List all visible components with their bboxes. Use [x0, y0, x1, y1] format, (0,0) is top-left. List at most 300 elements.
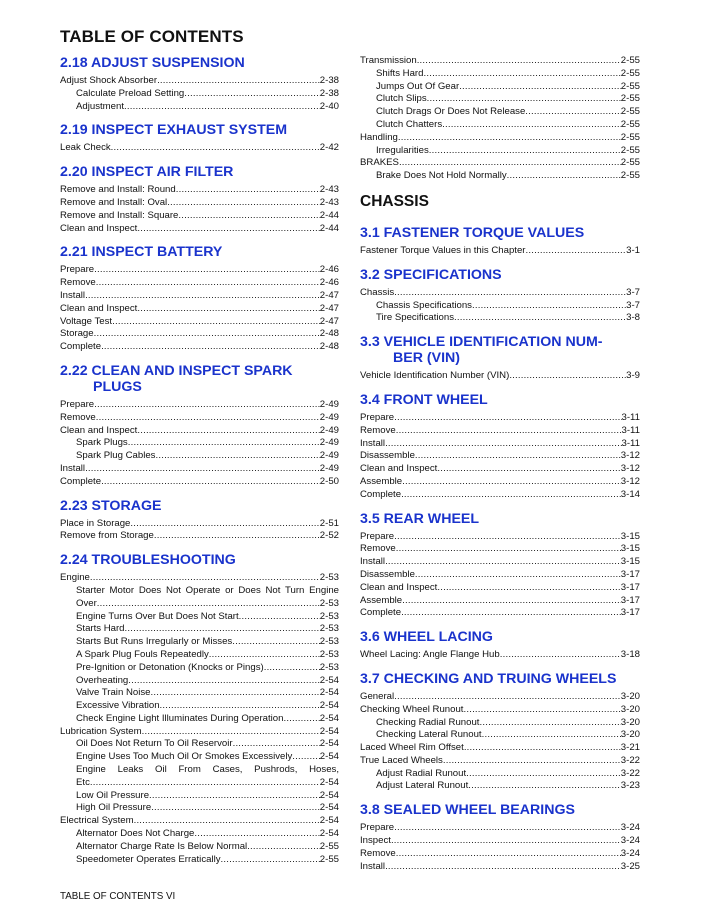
toc-entry-page: 3-24 [620, 847, 640, 859]
toc-entry-label: Remove [360, 847, 396, 859]
toc-entry-page: 2-54 [319, 674, 339, 686]
toc-entry[interactable] [360, 556, 640, 569]
toc-entry[interactable] [60, 636, 339, 649]
toc-entry[interactable] [360, 463, 640, 476]
toc-entry[interactable] [360, 425, 640, 438]
dot-leader [94, 399, 320, 412]
dot-leader [468, 780, 621, 793]
dot-leader [167, 197, 320, 210]
toc-entry-label: Remove from Storage [60, 530, 154, 542]
dot-leader [90, 572, 320, 585]
dot-leader [111, 142, 320, 155]
toc-entry-page: 2-51 [319, 517, 339, 529]
toc-entry[interactable] [360, 691, 640, 704]
toc-entry[interactable] [360, 822, 640, 835]
dot-leader [232, 636, 320, 649]
toc-entry-label: Remove [360, 424, 396, 436]
dot-leader [437, 582, 620, 595]
toc-entry-page: 2-48 [319, 341, 339, 353]
toc-entry[interactable] [60, 142, 339, 155]
toc-entry[interactable] [60, 341, 339, 354]
section-heading-3-2-specifications[interactable] [360, 267, 640, 283]
toc-entry-page: 2-38 [319, 87, 339, 99]
dot-leader [415, 450, 621, 463]
dot-leader [385, 861, 621, 874]
toc-entry[interactable] [360, 704, 640, 717]
toc-entry-page: 2-49 [319, 437, 339, 449]
toc-entry-label: Checking Wheel Runout [360, 703, 464, 715]
toc-entry-page: 2-43 [319, 196, 339, 208]
toc-entry[interactable] [60, 399, 339, 412]
toc-entry-label: Place in Storage [60, 517, 131, 529]
toc-entry[interactable] [60, 751, 339, 764]
toc-entry[interactable] [60, 738, 339, 751]
toc-entry[interactable] [60, 611, 339, 624]
section-heading-3-4-front-wheel[interactable] [360, 392, 640, 408]
toc-entry[interactable] [60, 530, 339, 543]
toc-entry-page: 3-17 [620, 607, 640, 619]
toc-entry-label: Starts Hard [76, 623, 125, 635]
toc-entry-page: 2-53 [319, 636, 339, 648]
toc-entry-page: 3-17 [620, 568, 640, 580]
section-heading-3-1-fastener-torque-values[interactable] [360, 225, 640, 241]
toc-entry-label: Clean and Inspect [60, 424, 138, 436]
toc-entry-label: Alternator Does Not Charge [76, 828, 195, 840]
toc-entry[interactable] [360, 68, 640, 81]
toc-entry[interactable] [60, 75, 339, 88]
toc-entry-label: Jumps Out Of Gear [376, 80, 460, 92]
toc-entry[interactable] [360, 106, 640, 119]
dot-leader [401, 489, 621, 502]
toc-entry[interactable] [60, 777, 339, 790]
toc-entry-label: Install [360, 437, 386, 449]
toc-entry-label: Clean and Inspect [60, 222, 138, 234]
section-heading-text: 2.19 INSPECT EXHAUST SYSTEM [60, 122, 288, 139]
toc-entry[interactable] [60, 623, 339, 636]
dot-leader [459, 81, 621, 94]
toc-entry-page: 2-53 [319, 572, 339, 584]
dot-leader [402, 595, 621, 608]
dot-leader [396, 848, 621, 861]
toc-entry-page: 3-11 [621, 437, 640, 449]
dot-leader [423, 68, 620, 81]
toc-entry-label: Pre-Ignition or Detonation (Knocks or Pings) [76, 661, 264, 673]
toc-entry-label: A Spark Plug Fouls Repeatedly [76, 648, 209, 660]
toc-entry[interactable] [360, 649, 640, 662]
toc-entry-label: Check Engine Light Illuminates During Operation [76, 712, 284, 724]
dot-leader [96, 277, 320, 290]
toc-entry-page: 3-20 [620, 729, 640, 741]
toc-entry-page: 3-15 [620, 543, 640, 555]
toc-entry-label: Clutch Slips [376, 93, 427, 105]
dot-leader [137, 223, 319, 236]
toc-entry[interactable] [60, 290, 339, 303]
toc-entry[interactable] [60, 802, 339, 815]
toc-entry-label: Excessive Vibration [76, 700, 160, 712]
dot-leader [160, 700, 320, 713]
toc-entry[interactable] [360, 81, 640, 94]
toc-entry[interactable] [60, 675, 339, 688]
toc-entry[interactable] [60, 700, 339, 713]
toc-entry-label: Prepare [360, 822, 395, 834]
section-heading-text: 2.20 INSPECT AIR FILTER [60, 164, 234, 181]
toc-entry[interactable] [360, 755, 640, 768]
toc-entry[interactable] [60, 598, 339, 611]
toc-entry-label: Remove [60, 277, 96, 289]
toc-entry-page: 3-1 [626, 244, 640, 256]
toc-entry[interactable] [60, 764, 339, 777]
dot-leader [507, 170, 621, 183]
dot-leader [194, 828, 319, 841]
toc-entry-label: True Laced Wheels [360, 754, 443, 766]
dot-leader [394, 531, 621, 544]
toc-entry[interactable] [360, 145, 640, 158]
toc-entry[interactable] [60, 210, 339, 223]
toc-entry[interactable] [360, 768, 640, 781]
dot-leader [176, 184, 320, 197]
toc-entry[interactable] [60, 828, 339, 841]
dot-leader [101, 341, 320, 354]
section-heading-text: 3.6 WHEEL LACING [360, 629, 493, 646]
section-heading-3-3-vehicle-identification-num[interactable] [360, 334, 640, 366]
toc-entry-page: 2-43 [319, 184, 339, 196]
section-heading-3-7-checking-and-truing-wheels[interactable] [360, 671, 640, 687]
dot-leader [247, 841, 320, 854]
toc-entry[interactable] [360, 848, 640, 861]
toc-entry[interactable] [360, 607, 640, 620]
toc-entry[interactable] [60, 412, 339, 425]
toc-entry-label: Install [60, 289, 86, 301]
dot-leader [264, 662, 320, 675]
section-heading-2-22-clean-and-inspect-spark[interactable] [60, 363, 339, 395]
toc-entry[interactable] [60, 88, 339, 101]
toc-entry-page: 2-55 [620, 93, 640, 105]
section-heading-2-18-adjust-suspension[interactable] [60, 55, 339, 71]
dot-leader [125, 623, 320, 636]
toc-entry-page: 3-12 [620, 450, 640, 462]
section-heading-text: 3.7 CHECKING AND TRUING WHEELS [360, 670, 617, 687]
toc-entry-label: Install [360, 556, 386, 568]
toc-entry-label: Complete [360, 607, 402, 619]
dot-leader [464, 742, 621, 755]
toc-entry[interactable] [60, 476, 339, 489]
toc-entry[interactable] [360, 582, 640, 595]
toc-entry[interactable] [360, 543, 640, 556]
toc-entry[interactable] [60, 726, 339, 739]
toc-entry[interactable] [60, 713, 339, 726]
toc-entry-label: Laced Wheel Rim Offset [360, 742, 464, 754]
dot-leader [137, 303, 319, 316]
toc-entry-page: 2-55 [620, 131, 640, 143]
toc-entry-page: 2-54 [319, 815, 339, 827]
toc-entry-label: Remove [60, 411, 96, 423]
toc-entry-page: 3-8 [626, 312, 640, 324]
toc-entry[interactable] [60, 649, 339, 662]
toc-entry-label: Irregularities [376, 144, 429, 156]
toc-entry[interactable] [360, 717, 640, 730]
toc-entry-label: Prepare [60, 264, 95, 276]
toc-entry[interactable] [60, 425, 339, 438]
toc-entry[interactable] [360, 476, 640, 489]
chapter-heading-chassis[interactable] [360, 192, 640, 212]
toc-entry-page: 2-54 [319, 802, 339, 814]
section-heading-continuation: PLUGS [93, 378, 142, 395]
toc-entry-label: Assemble [360, 475, 403, 487]
toc-entry[interactable] [360, 489, 640, 502]
dot-leader [394, 287, 626, 300]
toc-entry[interactable] [60, 316, 339, 329]
toc-entry[interactable] [60, 101, 339, 114]
toc-entry-label: Install [60, 462, 86, 474]
dot-leader [394, 691, 621, 704]
toc-entry[interactable] [60, 790, 339, 803]
toc-entry-page: 2-54 [319, 789, 339, 801]
toc-entry-page: 3-12 [620, 475, 640, 487]
toc-entry-page: 3-14 [620, 488, 640, 500]
toc-entry[interactable] [60, 277, 339, 290]
toc-entry-page: 2-54 [319, 751, 339, 763]
section-heading-text: 2.18 ADJUST SUSPENSION [60, 55, 245, 71]
toc-entry-label: Speedometer Operates Erratically [76, 853, 221, 865]
toc-entry-page: 2-53 [319, 623, 339, 635]
toc-entry[interactable] [360, 412, 640, 425]
toc-entry-page: 2-44 [319, 222, 339, 234]
toc-entry[interactable] [60, 687, 339, 700]
dot-leader [526, 245, 627, 258]
toc-entry[interactable] [60, 585, 339, 598]
toc-entry-page: 2-55 [620, 118, 640, 130]
toc-entry[interactable] [360, 170, 640, 183]
toc-entry-label: Prepare [360, 530, 395, 542]
toc-entry[interactable] [360, 157, 640, 170]
toc-entry[interactable] [60, 197, 339, 210]
toc-entry[interactable] [60, 328, 339, 341]
section-heading-2-20-inspect-air-filter[interactable] [60, 164, 339, 180]
toc-entry[interactable] [360, 729, 640, 742]
section-heading-3-6-wheel-lacing[interactable] [360, 629, 640, 645]
section-heading-3-5-rear-wheel[interactable] [360, 511, 640, 527]
dot-leader [429, 145, 621, 158]
dot-leader [112, 316, 320, 329]
toc-entry[interactable] [60, 450, 339, 463]
section-heading-2-21-inspect-battery[interactable] [60, 244, 339, 260]
toc-entry-label: Inspect [360, 835, 391, 847]
toc-entry[interactable] [60, 841, 339, 854]
toc-entry-label: Engine Leaks Oil From Cases, Pushrods, Hoses, [76, 764, 339, 776]
dot-leader [391, 835, 621, 848]
dot-leader [137, 425, 319, 438]
toc-entry-label: Vehicle Identification Number (VIN) [360, 370, 510, 382]
toc-entry[interactable] [360, 861, 640, 874]
toc-entry[interactable] [60, 184, 339, 197]
dot-leader [292, 751, 320, 764]
toc-entry[interactable] [360, 370, 640, 383]
section-heading-3-8-sealed-wheel-bearings[interactable] [360, 802, 640, 818]
dot-leader [509, 370, 626, 383]
toc-entry-page: 2-53 [319, 610, 339, 622]
dot-leader [97, 598, 320, 611]
toc-entry-page: 2-54 [319, 700, 339, 712]
toc-entry-label: Spark Plug Cables [76, 450, 156, 462]
toc-entry-page: 3-22 [620, 767, 640, 779]
toc-entry-page: 3-20 [620, 690, 640, 702]
toc-entry[interactable] [60, 463, 339, 476]
dot-leader [157, 75, 320, 88]
dot-leader [399, 157, 621, 170]
dot-leader [437, 463, 620, 476]
toc-entry[interactable] [60, 303, 339, 316]
dot-leader [394, 822, 621, 835]
toc-entry-label: Handling [360, 131, 398, 143]
toc-entry-page: 3-20 [620, 703, 640, 715]
toc-entry[interactable] [360, 595, 640, 608]
dot-leader [402, 476, 621, 489]
toc-entry[interactable] [360, 835, 640, 848]
toc-entry-page: 2-49 [319, 462, 339, 474]
section-heading-text: 3.8 SEALED WHEEL BEARINGS [360, 802, 575, 819]
toc-entry[interactable] [360, 742, 640, 755]
toc-entry-label: Lubrication System [60, 725, 142, 737]
toc-entry-label: Clutch Drags Or Does Not Release [376, 106, 526, 118]
section-heading-text: 2.24 TROUBLESHOOTING [60, 552, 236, 569]
toc-entry[interactable] [360, 569, 640, 582]
toc-entry-page: 3-25 [620, 860, 640, 872]
toc-entry[interactable] [60, 437, 339, 450]
toc-entry-page: 2-53 [319, 648, 339, 660]
toc-entry-page: 2-46 [319, 264, 339, 276]
toc-entry-label: Remove and Install: Square [60, 209, 179, 221]
toc-entry-page: 2-49 [319, 411, 339, 423]
toc-entry[interactable] [60, 815, 339, 828]
dot-leader [85, 290, 320, 303]
dot-leader [178, 210, 319, 223]
toc-entry-label: Transmission [360, 55, 417, 66]
toc-entry-label: Clean and Inspect [360, 463, 438, 475]
toc-entry[interactable] [360, 287, 640, 300]
dot-leader [149, 790, 320, 803]
section-heading-2-24-troubleshooting[interactable] [60, 552, 339, 568]
toc-entry[interactable] [360, 450, 640, 463]
section-heading-2-23-storage[interactable] [60, 498, 339, 514]
section-heading-2-19-inspect-exhaust-system[interactable] [60, 122, 339, 138]
toc-entry-label: Starts But Runs Irregularly or Misses [76, 636, 233, 648]
dot-leader [417, 55, 621, 68]
dot-leader [90, 777, 320, 790]
toc-entry-page: 2-38 [319, 75, 339, 86]
toc-entry-label: Assemble [360, 594, 403, 606]
section-heading-text: 3.2 SPECIFICATIONS [360, 266, 502, 283]
toc-entry[interactable] [60, 854, 339, 867]
toc-entry-label: Adjustment [76, 100, 124, 112]
toc-entry-page: 3-15 [620, 556, 640, 568]
toc-entry-label: Voltage Test [60, 315, 113, 327]
dot-leader [525, 106, 621, 119]
section-heading-text: 2.22 CLEAN AND INSPECT SPARK [60, 362, 293, 379]
toc-entry-page: 2-47 [319, 289, 339, 301]
toc-entry[interactable] [360, 780, 640, 793]
toc-entry-page: 3-17 [620, 594, 640, 606]
dot-leader [454, 312, 626, 325]
toc-entry[interactable] [60, 662, 339, 675]
toc-entry-label: Prepare [360, 411, 395, 423]
toc-entry-label: Clean and Inspect [60, 302, 138, 314]
toc-entry-label: Chassis [360, 286, 395, 298]
toc-entry-page: 2-54 [319, 687, 339, 699]
toc-entry-page: 2-55 [620, 157, 640, 169]
toc-entry-page: 3-7 [626, 299, 640, 311]
toc-entry-page: 3-11 [621, 424, 640, 436]
dot-leader [150, 687, 319, 700]
toc-entry-page: 2-54 [319, 776, 339, 788]
toc-entry-page: 2-55 [620, 106, 640, 118]
dot-leader [128, 437, 320, 450]
dot-leader [479, 717, 620, 730]
toc-entry-label: Brake Does Not Hold Normally [376, 170, 507, 182]
dot-leader [94, 264, 320, 277]
toc-entry-label: Adjust Shock Absorber [60, 75, 158, 86]
dot-leader [184, 88, 320, 101]
toc-entry-label: Engine Turns Over But Does Not Start [76, 610, 239, 622]
toc-entry-page: 2-55 [620, 170, 640, 182]
toc-entry[interactable] [360, 438, 640, 451]
toc-entry[interactable] [360, 132, 640, 145]
toc-entry[interactable] [360, 312, 640, 325]
dot-leader [85, 463, 320, 476]
toc-entry-page: 2-55 [620, 144, 640, 156]
toc-entry[interactable] [60, 518, 339, 531]
dot-leader [396, 543, 621, 556]
toc-entry-page: 3-9 [626, 370, 640, 382]
toc-entry[interactable] [360, 300, 640, 313]
toc-entry[interactable] [360, 55, 640, 68]
toc-entry[interactable] [360, 245, 640, 258]
toc-entry-label: Calculate Preload Setting [76, 87, 185, 99]
toc-entry-label: Etc [76, 776, 90, 788]
toc-entry-label: Alternator Charge Rate Is Below Normal [76, 840, 248, 852]
section-heading-text: 3.1 FASTENER TORQUE VALUES [360, 224, 585, 241]
toc-entry-page: 3-20 [620, 716, 640, 728]
section-heading-continuation: BER (VIN) [393, 350, 460, 367]
section-heading-text: 3.5 REAR WHEEL [360, 510, 480, 527]
toc-entry[interactable] [60, 223, 339, 236]
toc-entry-page: 2-55 [319, 853, 339, 865]
toc-entry-page: 2-47 [319, 315, 339, 327]
toc-entry-label: Over [76, 597, 97, 609]
toc-entry[interactable] [360, 531, 640, 544]
toc-entry-label: Shifts Hard [376, 67, 424, 79]
dot-leader [124, 101, 320, 114]
toc-entry[interactable] [60, 572, 339, 585]
dot-leader [466, 768, 621, 781]
toc-entry-page: 2-49 [319, 424, 339, 436]
toc-entry-page: 2-53 [319, 661, 339, 673]
toc-entry[interactable] [360, 93, 640, 106]
toc-entry-label: Disassemble [360, 450, 415, 462]
toc-entry-label: Prepare [60, 398, 95, 410]
toc-entry[interactable] [60, 264, 339, 277]
toc-entry-label: Clean and Inspect [360, 581, 438, 593]
toc-entry[interactable] [360, 119, 640, 132]
section-heading-text: 3.3 VEHICLE IDENTIFICATION NUM- [360, 334, 603, 351]
dot-leader [134, 815, 320, 828]
dot-leader [394, 412, 621, 425]
toc-entry-label: Complete [60, 341, 102, 353]
toc-entry-page: 2-54 [319, 712, 339, 724]
toc-entry-page: 2-47 [319, 302, 339, 314]
toc-entry-page: 2-53 [319, 597, 339, 609]
toc-entry-page: 2-44 [319, 209, 339, 221]
toc-entry-page: 3-7 [626, 286, 640, 298]
